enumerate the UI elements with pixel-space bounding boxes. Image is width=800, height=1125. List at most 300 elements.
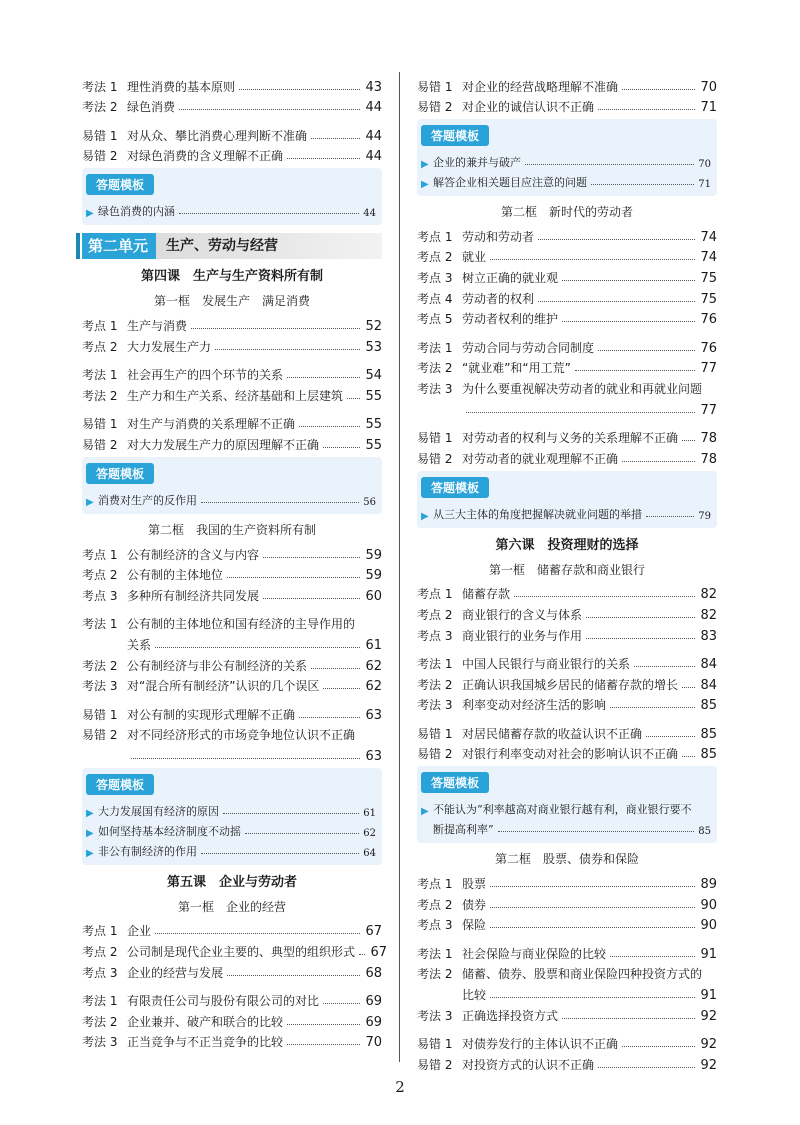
page-number: 77: [700, 361, 717, 377]
entry-label: 易错 2: [417, 100, 453, 115]
entry-title: 对劳动者的就业观理解不正确: [462, 451, 619, 466]
template-text: 非公有制经济的作用: [98, 844, 197, 858]
leader-dots: [646, 516, 694, 517]
page-number: 75: [700, 291, 717, 307]
leader-dots: [179, 213, 359, 214]
template-item[interactable]: [421, 150, 711, 170]
toc-entry[interactable]: [417, 962, 717, 1003]
entry-label: 考点 2: [82, 945, 118, 960]
page-number: 74: [700, 229, 717, 245]
entry-title: 商业银行的含义与体系: [462, 607, 583, 622]
page-number: 91: [700, 988, 717, 1004]
entry-label: 考点 2: [82, 339, 118, 354]
entry-title: 储蓄、债券、股票和商业保险四种投资方式的: [462, 967, 703, 982]
entry-label: 易错 2: [82, 149, 118, 164]
entry-title: 关系: [127, 637, 152, 652]
triangle-icon: ▶: [421, 510, 429, 522]
page-number: 62: [363, 827, 376, 839]
entry-title: 保险: [462, 918, 487, 933]
toc-entry[interactable]: [82, 612, 382, 653]
leader-dots: [622, 1046, 695, 1047]
page-number: 69: [365, 994, 382, 1010]
entry-label: 考法 1: [417, 340, 453, 355]
page-number: 85: [700, 698, 717, 714]
leader-dots: [191, 328, 360, 329]
entry-label: 考法 2: [417, 967, 453, 982]
template-item[interactable]: [86, 839, 376, 859]
column-divider: [399, 72, 400, 1062]
entry-label: 易错 1: [82, 128, 118, 143]
page-number: 64: [363, 847, 376, 859]
toc-entry[interactable]: [82, 563, 382, 584]
entry-label: 考点 1: [417, 587, 453, 602]
template-item[interactable]: [86, 819, 376, 839]
toc-entry[interactable]: [82, 334, 382, 355]
toc-entry[interactable]: [417, 941, 717, 962]
page-number: 85: [700, 747, 717, 763]
toc-entry[interactable]: [417, 307, 717, 328]
page-number: 61: [365, 637, 382, 653]
frame-title: 第一框 储蓄存款和商业银行: [488, 562, 645, 577]
entry-label: 考法 2: [82, 388, 118, 403]
frame-title: 第二框 新时代的劳动者: [500, 205, 633, 220]
entry-label: 易错 2: [417, 451, 453, 466]
page-number: 92: [700, 1057, 717, 1073]
toc-entry[interactable]: [417, 871, 717, 892]
answer-template-tag: 答题模板: [421, 477, 489, 498]
leader-dots: [263, 557, 360, 558]
toc-entry[interactable]: [417, 446, 717, 467]
entry-title: 对企业的诚信认识不正确: [462, 100, 595, 115]
toc-entry[interactable]: [82, 123, 382, 144]
entry-label: 考法 3: [82, 1035, 118, 1050]
answer-template-tag: 答题模板: [86, 463, 154, 484]
toc-entry[interactable]: [417, 335, 717, 356]
leader-dots: [525, 164, 694, 165]
leader-dots: [622, 461, 695, 462]
page-number: 62: [365, 658, 382, 674]
entry-title: 商业银行的业务与作用: [462, 628, 583, 643]
entry-label: 考法 1: [82, 79, 118, 94]
page-number: 69: [365, 1014, 382, 1030]
entry-label: 考点 1: [82, 924, 118, 939]
leader-dots: [646, 736, 695, 737]
toc-entry[interactable]: [82, 960, 382, 981]
triangle-icon: ▶: [421, 179, 429, 191]
unit-badge: 第二单元: [82, 233, 156, 259]
leader-dots: [598, 109, 695, 110]
toc-entry[interactable]: [417, 652, 717, 673]
page-number: 67: [365, 924, 382, 940]
template-item[interactable]: [421, 170, 711, 190]
page-number: 76: [700, 312, 717, 328]
answer-template-box: [417, 119, 717, 196]
entry-title: 为什么要重视解决劳动者的就业和再就业问题: [462, 381, 703, 396]
leader-dots: [155, 647, 360, 648]
leader-dots: [245, 833, 359, 834]
entry-title: 绿色消费: [127, 100, 176, 115]
entry-label: 考点 3: [82, 965, 118, 980]
leader-dots: [311, 138, 360, 139]
template-text: 如何坚持基本经济制度不动摇: [98, 824, 241, 838]
entry-title: 储蓄存款: [462, 587, 511, 602]
leader-dots: [287, 1044, 360, 1045]
template-text: 断提高利率”: [433, 823, 494, 837]
leader-dots: [610, 956, 695, 957]
toc-entry[interactable]: [82, 412, 382, 433]
entry-title: 有限责任公司与股份有限公司的对比: [127, 994, 320, 1009]
answer-template-tag: 答题模板: [421, 125, 489, 146]
entry-title: 对债券发行的主体认识不正确: [462, 1037, 619, 1052]
page-number: 44: [365, 100, 382, 116]
entry-title: 对居民储蓄存款的收益认识不正确: [462, 726, 643, 741]
page-number: 78: [700, 431, 717, 447]
page-number: 83: [700, 628, 717, 644]
leader-dots: [179, 109, 360, 110]
leader-dots: [538, 239, 695, 240]
leader-dots: [562, 321, 695, 322]
toc-entry[interactable]: [82, 919, 382, 940]
leader-dots: [682, 687, 695, 688]
entry-label: 考法 2: [82, 1014, 118, 1029]
entry-label: 考点 3: [82, 588, 118, 603]
toc-entry[interactable]: [82, 363, 382, 384]
toc-entry[interactable]: [82, 939, 388, 961]
unit-heading: [82, 233, 382, 259]
entry-title: 利率变动对经济生活的影响: [462, 698, 607, 713]
answer-template-box: [417, 766, 717, 843]
frame-title: 第二框 股票、债券和保险: [494, 852, 639, 867]
leader-dots: [311, 668, 360, 669]
leader-dots: [598, 350, 695, 351]
entry-title: 中国人民银行与商业银行的关系: [462, 657, 631, 672]
leader-dots: [201, 502, 359, 503]
page-number: 84: [700, 657, 717, 673]
toc-entry[interactable]: [417, 672, 717, 693]
leader-dots: [227, 577, 360, 578]
entry-title: 对大力发展生产力的原因理解不正确: [127, 437, 320, 452]
toc-entry[interactable]: [417, 623, 717, 644]
entry-label: 考法 1: [82, 617, 118, 632]
toc-entry[interactable]: [417, 1032, 717, 1053]
template-item[interactable]: [86, 199, 376, 219]
entry-label: 易错 1: [417, 726, 453, 741]
page-number: 79: [698, 510, 711, 522]
page-number: 85: [700, 726, 717, 742]
leader-dots: [466, 412, 695, 413]
leader-dots: [323, 447, 360, 448]
entry-title: 公有制经济与非公有制经济的关系: [127, 658, 308, 673]
toc-entry[interactable]: [417, 356, 717, 377]
answer-template-box: [82, 457, 382, 514]
toc-entry[interactable]: [417, 582, 717, 603]
page-number: 67: [370, 945, 388, 961]
entry-label: 易错 1: [417, 431, 453, 446]
page-number: 78: [700, 451, 717, 467]
entry-label: 考法 2: [417, 361, 453, 376]
answer-template-tag: 答题模板: [86, 774, 154, 795]
leader-dots: [575, 370, 695, 371]
toc-entry[interactable]: [417, 286, 717, 307]
template-item[interactable]: [86, 488, 376, 508]
toc-entry[interactable]: [417, 1052, 717, 1073]
entry-title: 对劳动者的权利与义务的关系理解不正确: [462, 431, 679, 446]
leader-dots: [359, 954, 365, 955]
toc-entry[interactable]: [82, 989, 382, 1010]
entry-title: 理性消费的基本原则: [127, 79, 236, 94]
triangle-icon: ▶: [86, 208, 94, 220]
entry-title: 正当竞争与不正当竞争的比较: [127, 1035, 284, 1050]
toc-entry[interactable]: [82, 383, 382, 404]
entry-label: 考点 2: [82, 568, 118, 583]
leader-dots: [239, 89, 360, 90]
page-number: 74: [700, 250, 717, 266]
entry-title: 对公有制的实现形式理解不正确: [127, 707, 296, 722]
toc-entry[interactable]: [82, 1030, 382, 1051]
entry-title: 社会再生产的四个环节的关系: [127, 368, 284, 383]
leader-dots: [299, 426, 360, 427]
entry-label: 考法 2: [82, 658, 118, 673]
entry-label: 易错 1: [82, 707, 118, 722]
toc-entry[interactable]: [417, 721, 717, 742]
leader-dots: [586, 638, 695, 639]
entry-label: 考法 2: [82, 100, 118, 115]
triangle-icon: ▶: [86, 807, 94, 819]
page-number: 56: [363, 496, 376, 508]
page-number: 89: [700, 877, 717, 893]
entry-title: 企业的经营与发展: [127, 965, 224, 980]
entry-label: 考点 1: [417, 877, 453, 892]
entry-title: 对不同经济形式的市场竞争地位认识不正确: [127, 728, 356, 743]
toc-entry[interactable]: [417, 224, 717, 245]
leader-dots: [634, 666, 695, 667]
toc-entry[interactable]: [417, 265, 717, 286]
entry-title: 企业兼并、破产和联合的比较: [127, 1014, 284, 1029]
entry-label: 考点 5: [417, 312, 453, 327]
lesson-title: 第五课 企业与劳动者: [166, 874, 297, 890]
page-number: 92: [700, 1008, 717, 1024]
page-number: 44: [365, 149, 382, 165]
page-number: 60: [365, 588, 382, 604]
leader-dots: [323, 688, 360, 689]
toc-entry[interactable]: [82, 702, 382, 723]
triangle-icon: ▶: [421, 806, 429, 818]
template-item[interactable]: [86, 799, 376, 819]
entry-title: 劳动者的权利: [462, 291, 535, 306]
entry-title: 社会保险与商业保险的比较: [462, 946, 607, 961]
entry-title: “就业难”和“用工荒”: [462, 361, 571, 376]
page-number: 90: [700, 897, 717, 913]
toc-entry[interactable]: [417, 245, 717, 266]
page-number: 76: [700, 340, 717, 356]
toc-entry[interactable]: [82, 583, 382, 604]
page-number: 55: [365, 437, 382, 453]
toc-entry[interactable]: [82, 1009, 382, 1030]
template-text: 消费对生产的反作用: [98, 493, 197, 507]
leader-dots: [610, 707, 695, 708]
leader-dots: [287, 158, 360, 159]
template-text: 解答企业相关题目应注意的问题: [433, 176, 587, 190]
page-number: 55: [365, 417, 382, 433]
leader-dots: [131, 758, 360, 759]
page-number: 61: [363, 807, 376, 819]
lesson-title: 第六课 投资理财的选择: [495, 537, 639, 553]
entry-label: 考法 1: [82, 368, 118, 383]
toc-entry[interactable]: [417, 376, 717, 417]
entry-title: 对从众、攀比消费心理判断不准确: [127, 128, 308, 143]
entry-title: 生产力和生产关系、经济基础和上层建筑: [127, 388, 344, 403]
page-number: 84: [700, 677, 717, 693]
frame-title: 第二框 我国的生产资料所有制: [147, 522, 316, 537]
toc-entry[interactable]: [82, 432, 382, 453]
entry-label: 考点 1: [417, 229, 453, 244]
page-number: 59: [365, 547, 382, 563]
frame-title: 第一框 发展生产 满足消费: [153, 294, 310, 309]
entry-title: 生产与消费: [127, 318, 188, 333]
template-text: 绿色消费的内涵: [98, 205, 175, 219]
entry-label: 考法 3: [417, 1008, 453, 1023]
page-number: 68: [365, 965, 382, 981]
page-number: 62: [365, 679, 382, 695]
entry-label: 考点 2: [417, 250, 453, 265]
toc-entry[interactable]: [82, 674, 382, 695]
entry-title: 对“混合所有制经济”认识的几个误区: [127, 679, 320, 694]
page-number: 71: [698, 179, 711, 191]
entry-title: 企业: [127, 924, 152, 939]
page-footer-number: 2: [395, 1078, 405, 1096]
entry-title: 对生产与消费的关系理解不正确: [127, 417, 296, 432]
entry-title: 大力发展生产力: [127, 339, 212, 354]
entry-title: 劳动者权利的维护: [462, 312, 559, 327]
toc-entry[interactable]: [82, 542, 382, 563]
leader-dots: [287, 1024, 360, 1025]
triangle-icon: ▶: [86, 827, 94, 839]
page-number: 82: [700, 587, 717, 603]
leader-dots: [323, 1003, 360, 1004]
leader-dots: [227, 975, 360, 976]
page-number: 55: [365, 388, 382, 404]
toc-entry[interactable]: [82, 313, 382, 334]
page-number: 59: [365, 568, 382, 584]
entry-title: 公有制的主体地位和国有经济的主导作用的: [127, 617, 356, 632]
page-number: 70: [698, 159, 711, 171]
leader-dots: [201, 853, 359, 854]
leader-dots: [263, 598, 360, 599]
leader-dots: [562, 280, 695, 281]
toc-entry[interactable]: [417, 913, 717, 934]
entry-title: 劳动和劳动者: [462, 229, 535, 244]
leader-dots: [490, 886, 695, 887]
entry-label: 考点 3: [417, 628, 453, 643]
entry-title: 就业: [462, 250, 487, 265]
entry-label: 考法 1: [82, 994, 118, 1009]
left-column: [82, 74, 388, 1051]
page-number: 90: [700, 918, 717, 934]
entry-label: 考法 1: [417, 946, 453, 961]
entry-label: 易错 2: [417, 1057, 453, 1072]
page-number: 82: [700, 607, 717, 623]
page-number: 44: [363, 208, 376, 220]
frame-title: 第一框 企业的经营: [177, 899, 286, 914]
toc-entry[interactable]: [82, 144, 382, 165]
toc-entry[interactable]: [82, 95, 382, 116]
right-column: [417, 74, 717, 1073]
page-number: 85: [698, 826, 711, 838]
toc-entry[interactable]: [417, 1003, 717, 1024]
entry-title: 树立正确的就业观: [462, 270, 559, 285]
toc-entry[interactable]: [82, 74, 382, 95]
leader-dots: [215, 349, 360, 350]
entry-label: 易错 1: [82, 417, 118, 432]
triangle-icon: ▶: [421, 159, 429, 171]
entry-label: 考点 1: [82, 547, 118, 562]
entry-label: 考点 2: [417, 607, 453, 622]
entry-label: 考法 2: [417, 677, 453, 692]
answer-template-box: [417, 471, 717, 528]
page-number: 43: [365, 79, 382, 95]
page-number: 63: [365, 748, 382, 764]
answer-template-box: [82, 168, 382, 225]
entry-title: 劳动合同与劳动合同制度: [462, 340, 595, 355]
entry-label: 考点 3: [417, 270, 453, 285]
leader-dots: [347, 398, 360, 399]
toc-entry[interactable]: [82, 723, 382, 764]
entry-title: 对企业的经营战略理解不准确: [462, 79, 619, 94]
template-text: 从三大主体的角度把握解决就业问题的举措: [433, 507, 642, 521]
entry-title: 公有制经济的含义与内容: [127, 547, 260, 562]
entry-title: 公有制的主体地位: [127, 568, 224, 583]
leader-dots: [490, 259, 695, 260]
template-item[interactable]: [421, 797, 711, 837]
leader-dots: [155, 933, 360, 934]
leader-dots: [591, 184, 694, 185]
leader-dots: [287, 377, 360, 378]
toc-entry[interactable]: [417, 74, 717, 95]
entry-label: 考法 3: [82, 679, 118, 694]
entry-label: 易错 2: [417, 747, 453, 762]
page-number: 44: [365, 128, 382, 144]
toc-entry[interactable]: [417, 693, 717, 714]
page-number: 63: [365, 707, 382, 723]
leader-dots: [490, 927, 695, 928]
toc-entry[interactable]: [417, 95, 717, 116]
answer-template-tag: 答题模板: [421, 772, 489, 793]
leader-dots: [622, 89, 695, 90]
page-number: 52: [365, 318, 382, 334]
template-item[interactable]: [421, 502, 711, 522]
toc-entry[interactable]: [82, 653, 382, 674]
toc-entry[interactable]: [417, 742, 717, 763]
template-text: 大力发展国有经济的原因: [98, 804, 219, 818]
answer-template-box: [82, 768, 382, 865]
page-number: 54: [365, 368, 382, 384]
entry-label: 考点 4: [417, 291, 453, 306]
entry-label: 考法 3: [417, 381, 453, 396]
entry-title: 对银行利率变动对社会的影响认识不正确: [462, 747, 679, 762]
triangle-icon: ▶: [86, 496, 94, 508]
template-text: 企业的兼并与破产: [433, 156, 521, 170]
entry-title: 多种所有制经济共同发展: [127, 588, 260, 603]
leader-dots: [490, 907, 695, 908]
toc-entry[interactable]: [417, 426, 717, 447]
leader-dots: [223, 813, 359, 814]
page-number: 70: [365, 1035, 382, 1051]
toc-entry[interactable]: [417, 892, 717, 913]
page-number: 75: [700, 270, 717, 286]
leader-dots: [490, 997, 695, 998]
entry-title: 债券: [462, 897, 487, 912]
toc-entry[interactable]: [417, 602, 717, 623]
